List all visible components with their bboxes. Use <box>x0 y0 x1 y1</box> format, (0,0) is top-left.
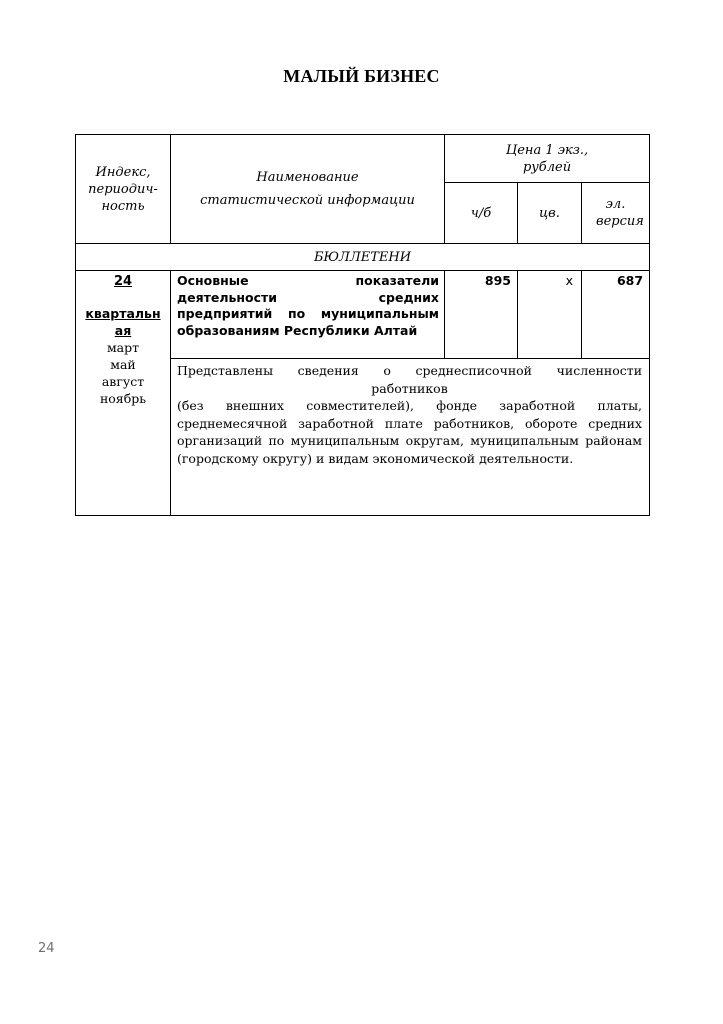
entry-index-cell <box>76 271 171 516</box>
header-col-color <box>518 183 582 244</box>
entry-periodicity: квартальная <box>85 306 161 338</box>
section-row <box>76 244 650 271</box>
catalog-table <box>75 134 650 516</box>
header-col-electronic <box>582 183 650 244</box>
entry-price-bw-value: 895 <box>484 273 511 288</box>
header-index-label: Индекс, периодич-ность <box>88 164 158 214</box>
entry-description <box>171 359 650 516</box>
header-col-electronic-label: эл. версия <box>596 197 644 229</box>
page-title: МАЛЫЙ БИЗНЕС <box>283 66 440 86</box>
header-name <box>171 135 445 244</box>
section-title <box>76 244 650 271</box>
page-number: 24 <box>38 941 55 956</box>
entry-description-rest: (без внешних совместителей), фонде заработной платы, среднемесячной заработной плате работников, обороте средних организаций по муниципальным округам, муниципальным районам (городскому округу) и видам экономической деятельности. <box>177 398 643 466</box>
entry-month: август <box>101 374 145 389</box>
entry-price-electronic <box>582 271 650 359</box>
entry-price-bw <box>445 271 518 359</box>
entry-month: март <box>106 340 140 355</box>
header-col-print-label: ч/б <box>470 205 492 221</box>
entry-month: май <box>110 357 136 372</box>
entry-price-color <box>518 271 582 359</box>
entry-description-line2: работников <box>371 380 448 396</box>
entry-description-line1: Представлены сведения о среднесписочной численности <box>177 363 643 378</box>
header-index <box>76 135 171 244</box>
header-row <box>76 135 650 183</box>
header-name-line2: статистической информации <box>200 193 415 208</box>
header-col-color-label: цв. <box>539 205 560 221</box>
entry-index: 24 <box>113 274 133 289</box>
section-title-label: БЮЛЛЕТЕНИ <box>313 249 412 265</box>
header-price <box>445 135 650 183</box>
entry-title <box>171 271 445 359</box>
header-price-label: Цена 1 экз., рублей <box>505 142 589 175</box>
entry-month: ноябрь <box>99 391 147 406</box>
header-col-print <box>445 183 518 244</box>
entry-price-color-value: x <box>565 273 573 288</box>
entry-title-text: Основные показатели деятельности средних предприятий по муниципальным образованиям Республики Алтай <box>177 273 439 338</box>
header-name-line1: Наименование <box>256 170 359 185</box>
entry-price-electronic-value: 687 <box>616 273 644 288</box>
table-row <box>76 271 650 359</box>
